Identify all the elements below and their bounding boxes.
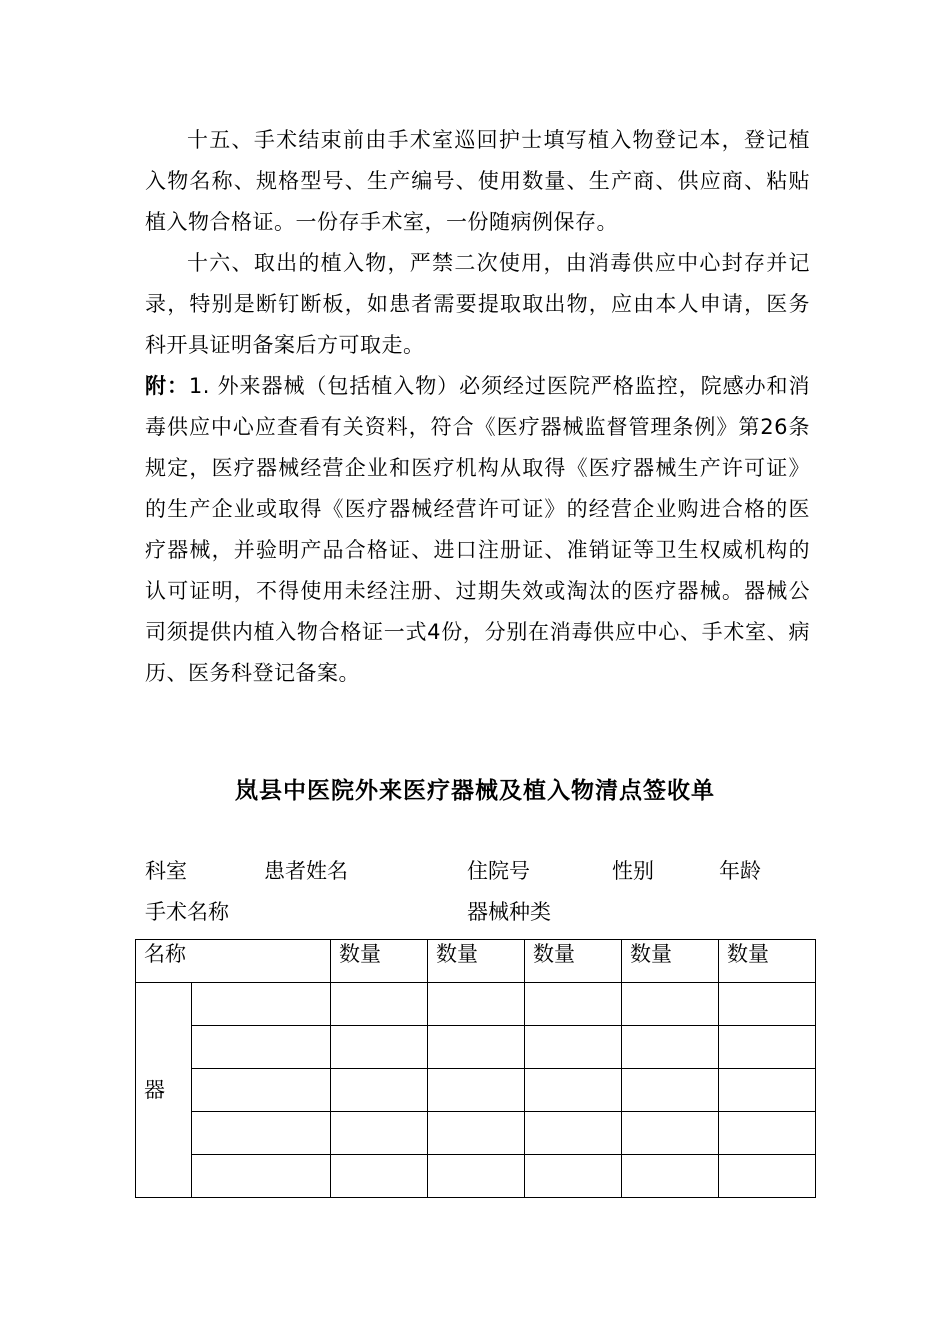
table-cell[interactable] [719,1026,816,1069]
table-cell[interactable] [622,983,719,1026]
field-instrument-type: 器械种类 [467,900,551,924]
appendix-paragraph [145,366,810,694]
header-quantity: 数量 [622,940,719,983]
header-name: 名称 [136,940,331,983]
table-cell[interactable] [719,1112,816,1155]
header-quantity: 数量 [428,940,525,983]
table-cell[interactable] [331,1069,428,1112]
table-row [136,983,816,1026]
header-quantity: 数量 [525,940,622,983]
field-surgery-name: 手术名称 [145,900,229,924]
table-cell[interactable] [331,1026,428,1069]
table-header-row [136,940,816,983]
table-cell[interactable] [622,1069,719,1112]
table-cell[interactable] [719,1069,816,1112]
table-cell[interactable] [428,1069,525,1112]
paragraph-15: 十五、手术结束前由手术室巡回护士填写植入物登记本，登记植入物名称、规格型号、生产编号、使用数量、生产商、供应商、粘贴植入物合格证。一份存手术室，一份随病例保存。 [145,128,810,234]
table-row [136,1026,816,1069]
table-row [136,1069,816,1112]
table-cell[interactable] [719,1155,816,1198]
appendix-text: 1. 外来器械（包括植入物）必须经过医院严格监控，院感办和消毒供应中心应查看有关资料，符合《医疗器械监督管理条例》第26条规定，医疗器械经营企业和医疗机构从取得《医疗器械生产许可证》的生产企业或取得《医疗器械经营许可证》的经营企业购进合格的医疗器械，并验明产品合格证、进口注册证、准销证等卫生权威机构的认可证明，不得使用未经注册、过期失效或淘汰的医疗器械。器械公司须提供内植入物合格证一式4份，分别在消毒供应中心、手术室、病历、医务科登记备案。 [145,374,810,685]
table-cell[interactable] [331,983,428,1026]
sign-table [135,939,816,1198]
category-cell: 器 [136,983,192,1198]
appendix-label: 附： [145,374,189,398]
table-cell[interactable] [719,983,816,1026]
table-cell[interactable] [192,1155,331,1198]
field-gender: 性别 [612,859,654,883]
field-department: 科室 [145,859,187,883]
table-cell[interactable] [525,1026,622,1069]
table-cell[interactable] [525,1069,622,1112]
header-quantity: 数量 [331,940,428,983]
form-title: 岚县中医院外来医疗器械及植入物清点签收单 [235,778,715,804]
table-cell[interactable] [192,983,331,1026]
field-admission-no: 住院号 [467,859,530,883]
table-cell[interactable] [428,1155,525,1198]
table-cell[interactable] [622,1155,719,1198]
table-cell[interactable] [192,1112,331,1155]
header-quantity: 数量 [719,940,816,983]
field-age: 年龄 [719,859,761,883]
table-cell[interactable] [622,1026,719,1069]
table-cell[interactable] [192,1069,331,1112]
table-cell[interactable] [331,1112,428,1155]
table-cell[interactable] [428,1026,525,1069]
field-patient-name: 患者姓名 [264,859,348,883]
paragraph-16: 十六、取出的植入物，严禁二次使用，由消毒供应中心封存并记录，特别是断钉断板，如患者需要提取取出物，应由本人申请，医务科开具证明备案后方可取走。 [145,251,810,357]
table-cell[interactable] [428,983,525,1026]
table-row [136,1112,816,1155]
table-row [136,1155,816,1198]
table-cell[interactable] [192,1026,331,1069]
table-cell[interactable] [331,1155,428,1198]
table-cell[interactable] [525,1155,622,1198]
table-cell[interactable] [525,983,622,1026]
table-cell[interactable] [525,1112,622,1155]
table-cell[interactable] [428,1112,525,1155]
table-cell[interactable] [622,1112,719,1155]
